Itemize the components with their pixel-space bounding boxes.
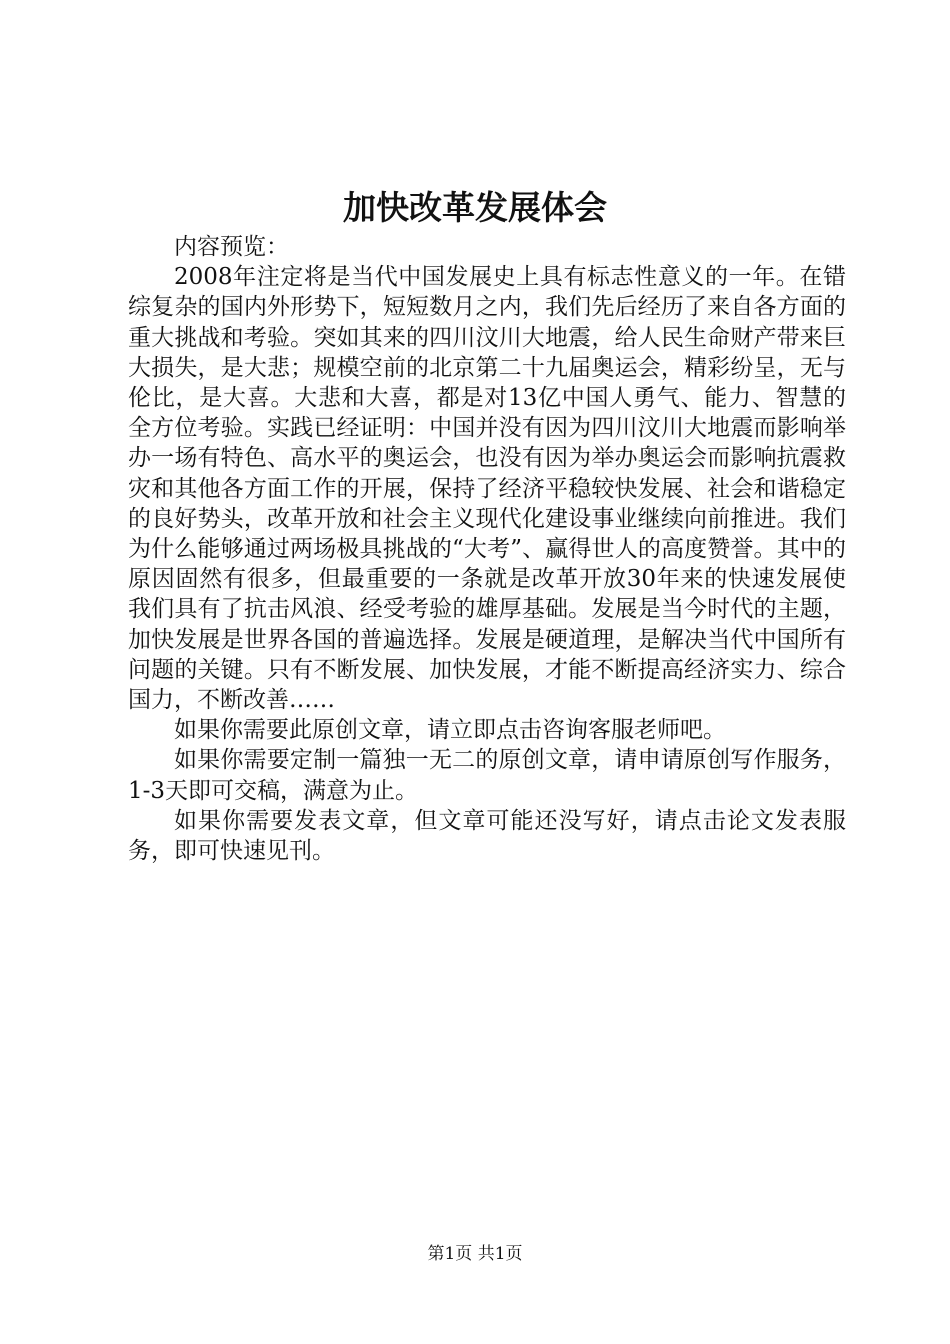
- page-footer: 第1页 共1页: [427, 1244, 523, 1264]
- custom-writing-paragraph: 如果你需要定制一篇独一无二的原创文章，请申请原创写作服务，1-3天即可交稿，满意为止。: [128, 747, 846, 804]
- publication-service-paragraph: 如果你需要发表文章，但文章可能还没写好，请点击论文发表服务，即可快速见刊。: [128, 807, 846, 865]
- preview-label: 内容预览：: [174, 234, 289, 260]
- document-title: 加快改革发展体会: [343, 188, 607, 227]
- contact-service-paragraph: 如果你需要此原创文章，请立即点击咨询客服老师吧。: [174, 717, 726, 744]
- preview-paragraph: 2008年注定将是当代中国发展史上具有标志性意义的一年。在错综复杂的国内外形势下，短短数月之内，我们先后经历了来自各方面的重大挑战和考验。突如其来的四川汶川大地震，给人民生命财产带来巨大损失，是大悲；规模空前的北京第二十九届奥运会，精彩纷呈，无与伦比，是大喜。大悲和大喜，都是对13亿中国人勇气、能力、智慧的全方位考验。实践已经证明：中国并没有因为四川汶川大地震而影响举办一场有特色、高水平的奥运会，也没有因为举办奥运会而影响抗震救灾和其他各方面工作的开展，保持了经济平稳较快发展、社会和谐稳定的良好势头，改革开放和社会主义现代化建设事业继续向前推进。我们为什么能够通过两场极具挑战的“大考”、赢得世人的高度赞誉。其中的原因固然有很多，但最重要的一条就是改革开放30年来的快速发展使我们具有了抗击风浪、经受考验的雄厚基础。发展是当今时代的主题，加快发展是世界各国的普遍选择。发展是硬道理，是解决当代中国所有问题的关键。只有不断发展、加快发展，才能不断提高经济实力、综合国力，不断改善……: [128, 264, 846, 714]
- document-body: [128, 232, 846, 866]
